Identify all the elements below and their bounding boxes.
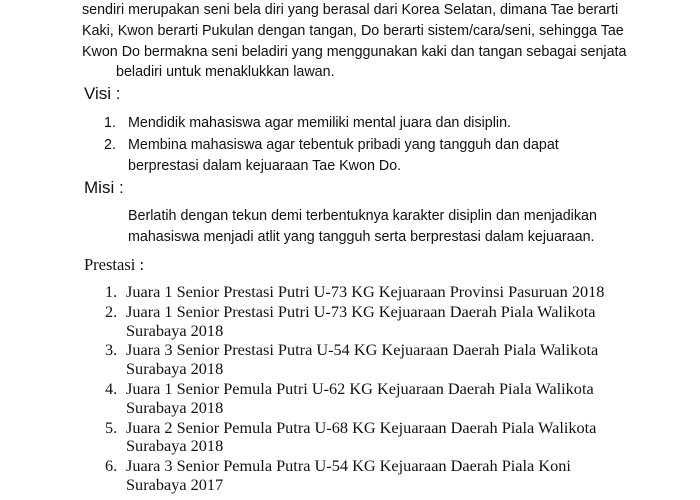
prestasi-heading: Prestasi : [84,255,145,274]
list-number: 2. [105,301,118,321]
prestasi-item-text: Surabaya 2017 [126,474,224,494]
misi-line: mahasiswa menjadi atlit yang tangguh serta berprestasi dalam kejuaraan. [128,229,595,245]
list-number: 2. [104,137,116,153]
prestasi-list [105,283,645,495]
intro-line: Kwon Do bermakna seni beladiri yang menggunakan kaki dan tangan sebagai senjata [82,43,627,60]
misi-paragraph [128,206,648,248]
prestasi-item [105,380,645,418]
prestasi-item-text: Juara 3 Senior Pemula Putra U-54 KG Kejuaraan Daerah Piala Koni [126,456,571,476]
prestasi-item-text: Surabaya 2018 [126,320,224,340]
prestasi-item [105,457,645,495]
prestasi-item-text: Juara 1 Senior Pemula Putri U-62 KG Kejuaraan Daerah Piala Walikota [126,378,594,398]
list-number: 4. [105,378,118,398]
prestasi-item-text: Surabaya 2018 [126,359,224,379]
misi-line: Berlatih dengan tekun demi terbentuknya karakter disiplin dan menjadikan [128,208,597,224]
prestasi-item-text: Juara 3 Senior Prestasi Putra U-54 KG Kejuaraan Daerah Piala Walikota [126,340,599,360]
list-number: 1. [104,115,116,131]
visi-item [104,113,644,134]
visi-heading: Visi : [84,84,121,103]
list-number: 6. [105,456,118,476]
intro-line: beladiri untuk menaklukkan lawan. [116,64,335,81]
prestasi-item [105,419,645,457]
prestasi-item [105,303,645,341]
prestasi-item-text: Juara 2 Senior Pemula Putra U-68 KG Kejuaraan Daerah Piala Walikota [126,417,597,437]
visi-item-text: Membina mahasiswa agar tebentuk pribadi yang tangguh dan dapat [128,137,559,153]
list-number: 5. [105,417,118,437]
misi-heading: Misi : [84,178,124,197]
list-number: 1. [105,282,118,301]
prestasi-item-text: Surabaya 2018 [126,436,224,456]
prestasi-item [105,283,645,302]
visi-list [104,113,644,177]
intro-paragraph [82,0,642,83]
list-number: 3. [105,340,118,360]
prestasi-item-text: Juara 1 Senior Prestasi Putri U-73 KG Kejuaraan Daerah Piala Walikota [126,301,596,321]
intro-line: sendiri merupakan seni bela diri yang berasal dari Korea Selatan, dimana Tae berarti [82,2,619,18]
visi-item-text: Mendidik mahasiswa agar memiliki mental juara dan disiplin. [128,115,512,131]
prestasi-item-text: Juara 1 Senior Prestasi Putri U-73 KG Kejuaraan Provinsi Pasuruan 2018 [126,282,605,301]
visi-item [104,135,644,177]
prestasi-item [105,341,645,379]
prestasi-item-text: Surabaya 2018 [126,397,224,417]
intro-line: Kaki, Kwon berarti Pukulan dengan tangan, Do berarti sistem/cara/seni, sehingga Tae [82,22,624,39]
visi-item-text: berprestasi dalam kejuaraan Tae Kwon Do. [128,158,402,174]
